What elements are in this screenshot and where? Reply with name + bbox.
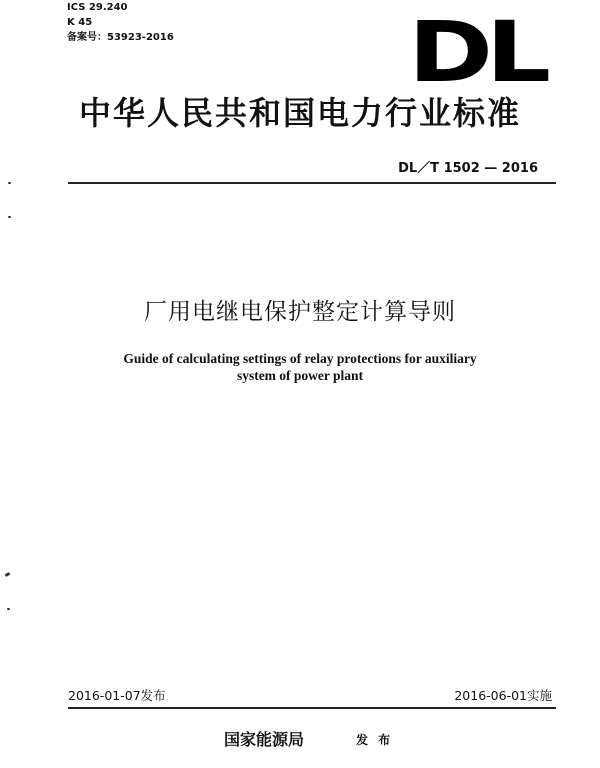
classification-code: K 45 [67, 17, 93, 28]
standard-code: DL／T 1502 — 2016 [398, 161, 538, 176]
implementation-date: 2016-06-01实施 [454, 688, 552, 703]
record-number: 备案号：53923-2016 [67, 32, 174, 43]
issue-date: 2016-01-07发布 [68, 688, 166, 703]
document-title-en-line2: system of power plant [236, 368, 364, 383]
bottom-divider [68, 707, 556, 709]
issuing-body-title: 中华人民共和国电力行业标准 [78, 94, 522, 132]
scan-speck [8, 216, 11, 218]
document-title-en-line1: Guide of calculating settings of relay protections for auxiliary [123, 351, 477, 366]
document-title-zh: 厂用电继电保护整定计算导则 [144, 299, 456, 325]
scan-speck [8, 182, 11, 184]
dl-logo: DL [408, 3, 544, 101]
scan-speck [5, 572, 11, 577]
scan-speck [7, 608, 10, 610]
issuer-name: 国家能源局 [224, 730, 305, 749]
ics-code: ICS 29.240 [67, 2, 128, 13]
top-divider [68, 182, 556, 184]
issue-label: 发 布 [356, 733, 394, 747]
